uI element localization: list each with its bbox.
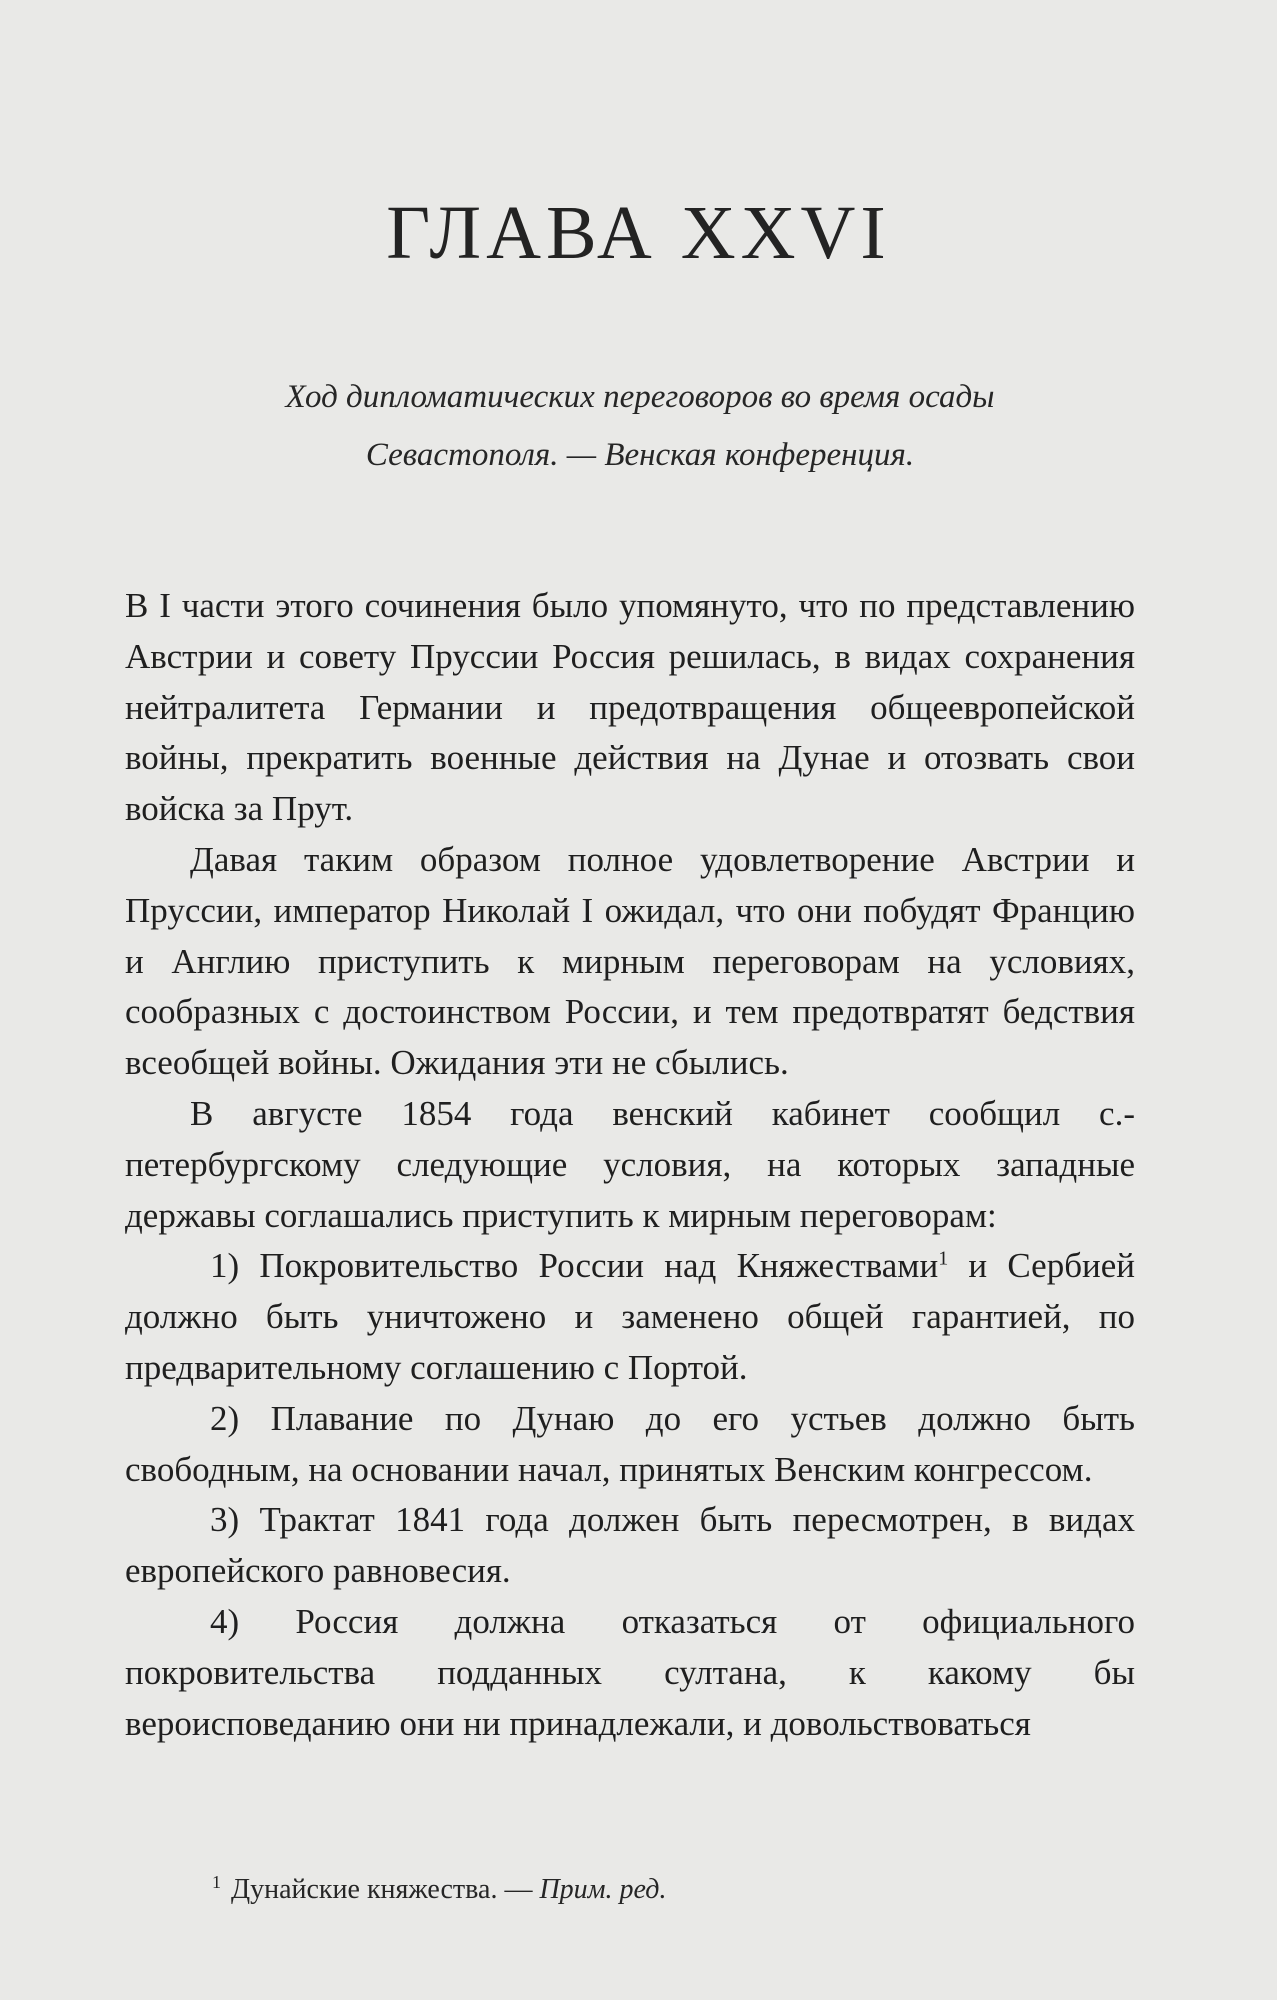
paragraph-1: В I части этого сочинения было упомянуто, что по представлению Австрии и совету Пруссии Россия решилась, в видах сохранения нейтралитета Германии и предотвращения общеевропейской войны, прекратить военные действия на Дунае и отозвать свои войска за Прут. <box>125 586 1135 829</box>
condition-1-text: 1) Покровительство России над Княжествами <box>210 1246 939 1286</box>
condition-1-continuation: и Сербией должно быть уничтожено и заменено общей гарантией, по предварительному соглашению с Портой. <box>125 1246 1135 1387</box>
chapter-subtitle <box>140 368 1140 484</box>
chapter-body <box>125 581 1135 1749</box>
paragraph-2: Давая таким образом полное удовлетворение Австрии и Пруссии, император Николай I ожидал, что они побудят Францию и Англию приступить к мирным переговорам на условиях, сообразных с достоинством России, и тем предотвратят бедствия всеобщей войны. Ожидания эти не сбылись. <box>125 839 1135 1083</box>
condition-2: 2) Плавание по Дунаю до его устьев должно быть свободным, на основании начал, принятых Венским конгрессом. <box>125 1398 1135 1489</box>
condition-1 <box>125 1241 1135 1393</box>
condition-4: 4) Россия должна отказаться от официального покровительства подданных султана, к какому бы вероисповеданию они ни принадлежали, и довольствоваться <box>125 1601 1135 1743</box>
footnote-text: Дунайские княжества. — <box>231 1874 540 1905</box>
subtitle-line-2: Севастополя. — Венская конференция. <box>365 437 915 473</box>
footnote-mark: 1 <box>212 1871 221 1892</box>
footnote-editor-note: Прим. ред. <box>539 1874 667 1905</box>
subtitle-line-1: Ход дипломатических переговоров во время осады <box>285 379 995 415</box>
footnote <box>212 1871 667 1906</box>
chapter-title: ГЛАВА XXVI <box>386 191 891 275</box>
condition-3: 3) Трактат 1841 года должен быть пересмотрен, в видах европейского равновесия. <box>125 1500 1135 1591</box>
footnote-reference[interactable]: 1 <box>938 1247 949 1270</box>
paragraph-3: В августе 1854 года венский кабинет сообщил с.-петербургскому следующие условия, на которых западные державы соглашались приступить к мирным переговорам: <box>125 1093 1135 1235</box>
